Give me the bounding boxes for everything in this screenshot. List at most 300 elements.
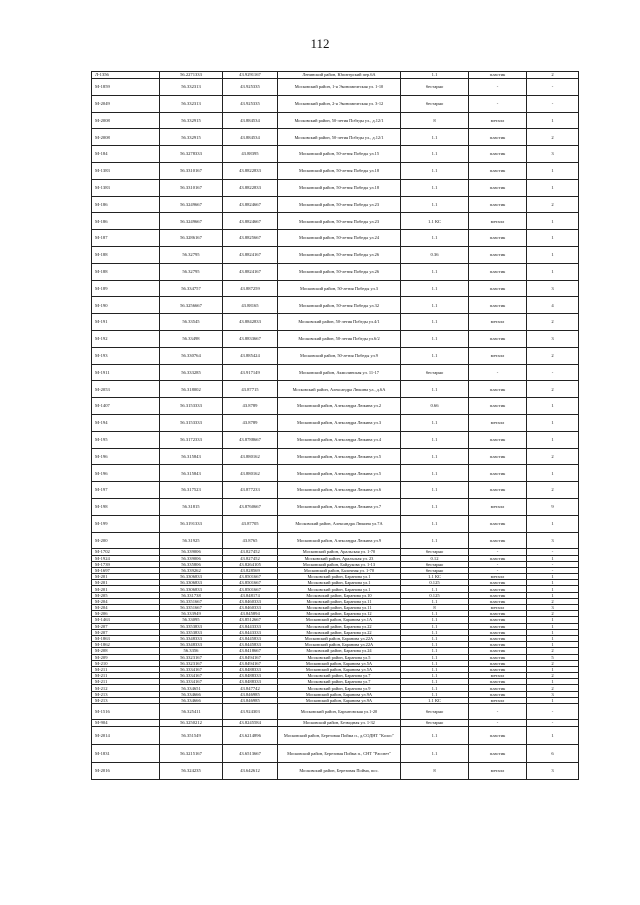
table-row bbox=[92, 297, 579, 314]
cell-count: - bbox=[527, 561, 579, 567]
cell-volume: 1.1 bbox=[401, 623, 469, 629]
cell-longitude: 43.8445833 bbox=[223, 642, 278, 648]
cell-site-id: М-199 bbox=[92, 515, 160, 532]
cell-latitude: 56.334651 bbox=[160, 685, 223, 691]
cell-latitude: 56.324235 bbox=[160, 763, 223, 780]
cell-address: Московский район, 50-летия Победы ул.6/2 bbox=[278, 330, 401, 347]
cell-latitude: 56.315843 bbox=[160, 465, 223, 482]
cell-longitude: 43.8789 bbox=[223, 398, 278, 415]
cell-volume: 1.1 bbox=[401, 280, 469, 297]
cell-material: - bbox=[469, 95, 527, 112]
cell-volume: бестарно bbox=[401, 364, 469, 381]
cell-site-id: М-201 bbox=[92, 586, 160, 592]
cell-address: Московский район, Балочная ул. 1-70 bbox=[278, 567, 401, 573]
cell-site-id: М-190 bbox=[92, 297, 160, 314]
cell-volume: 1.1 bbox=[401, 263, 469, 280]
cell-latitude: 56.334757 bbox=[160, 280, 223, 297]
cell-volume: 1.1 bbox=[401, 629, 469, 635]
cell-address: Московский район, 50-летия Победы ул.24 bbox=[278, 230, 401, 247]
cell-site-id: М-1862 bbox=[92, 642, 160, 648]
cell-volume: 0.66 bbox=[401, 398, 469, 415]
cell-count: 2 bbox=[527, 448, 579, 465]
cell-material: металл bbox=[469, 213, 527, 230]
cell-longitude: 43.8245584 bbox=[223, 720, 278, 727]
cell-address: Московский район, Байдукова ул. 1-13 bbox=[278, 561, 401, 567]
cell-count: 2 bbox=[527, 347, 579, 364]
cell-site-id: М-207 bbox=[92, 623, 160, 629]
cell-longitude: 43.8825667 bbox=[223, 230, 278, 247]
cell-longitude: 43.88165 bbox=[223, 297, 278, 314]
cell-longitude: 43.8822833 bbox=[223, 162, 278, 179]
cell-address: Московский район, Баранова ул.7 bbox=[278, 679, 401, 685]
cell-material: пластик bbox=[469, 146, 527, 163]
cell-material: пластик bbox=[469, 611, 527, 617]
table-row bbox=[92, 263, 579, 280]
cell-volume: 1.1 bbox=[401, 414, 469, 431]
cell-longitude: 43.8443333 bbox=[223, 623, 278, 629]
cell-count: 1 bbox=[527, 679, 579, 685]
cell-longitude: 43.848174 bbox=[223, 592, 278, 598]
cell-count: 1 bbox=[527, 592, 579, 598]
cell-latitude: 56.332313 bbox=[160, 79, 223, 96]
table-row bbox=[92, 720, 579, 727]
cell-count: 1 bbox=[527, 162, 579, 179]
cell-longitude: 43.846985 bbox=[223, 691, 278, 697]
cell-site-id: М-2053 bbox=[92, 381, 160, 398]
cell-material: пластик bbox=[469, 660, 527, 666]
table-row bbox=[92, 179, 579, 196]
table-row bbox=[92, 448, 579, 465]
cell-site-id: М-200 bbox=[92, 532, 160, 549]
cell-count: 1 bbox=[527, 246, 579, 263]
cell-volume: 1.1 bbox=[401, 146, 469, 163]
cell-site-id: М-2014 bbox=[92, 727, 160, 745]
cell-material: пластик bbox=[469, 635, 527, 641]
cell-latitude: 56.333949 bbox=[160, 611, 223, 617]
cell-latitude: 56.3249667 bbox=[160, 196, 223, 213]
cell-latitude: 56.3351667 bbox=[160, 598, 223, 604]
cell-volume: 1.1 bbox=[401, 727, 469, 745]
cell-material: металл bbox=[469, 673, 527, 679]
cell-longitude: 43.8501667 bbox=[223, 574, 278, 580]
cell-material: пластик bbox=[469, 246, 527, 263]
cell-address: Московский район, Березовая Пойма п., д.СОДНТ "Колос" bbox=[278, 727, 401, 745]
table-row bbox=[92, 213, 579, 230]
cell-longitude: 43.87705 bbox=[223, 515, 278, 532]
cell-count: 1 bbox=[527, 727, 579, 745]
cell-address: Московский район, 50-летия Победы ул.32 bbox=[278, 297, 401, 314]
cell-latitude: 56.3153333 bbox=[160, 414, 223, 431]
table-row bbox=[92, 704, 579, 720]
cell-volume: 1.1 bbox=[401, 297, 469, 314]
table-row bbox=[92, 146, 579, 163]
cell-latitude: 56.3334167 bbox=[160, 673, 223, 679]
cell-count: - bbox=[527, 95, 579, 112]
cell-site-id: М-1697 bbox=[92, 567, 160, 573]
cell-longitude: 43.846985 bbox=[223, 697, 278, 703]
cell-material: - bbox=[469, 364, 527, 381]
cell-site-id: М-209 bbox=[92, 654, 160, 660]
cell-count: 3 bbox=[527, 330, 579, 347]
cell-longitude: 43.880162 bbox=[223, 465, 278, 482]
cell-volume: 1.1 КС bbox=[401, 574, 469, 580]
cell-volume: 1.1 bbox=[401, 654, 469, 660]
cell-material: металл bbox=[469, 112, 527, 129]
cell-volume: 1.1 bbox=[401, 448, 469, 465]
table-row bbox=[92, 280, 579, 297]
cell-count: 2 bbox=[527, 660, 579, 666]
cell-site-id: М-191 bbox=[92, 314, 160, 331]
cell-volume: 1.1 bbox=[401, 162, 469, 179]
cell-volume: бестарно bbox=[401, 561, 469, 567]
cell-longitude: 43.8445833 bbox=[223, 635, 278, 641]
cell-volume: 1.1 bbox=[401, 617, 469, 623]
cell-volume: 1.1 bbox=[401, 498, 469, 515]
cell-address: Московский район, Баранова ул.7 bbox=[278, 673, 401, 679]
cell-site-id: М-188 bbox=[92, 246, 160, 263]
cell-longitude: 43.8488333 bbox=[223, 673, 278, 679]
cell-longitude: 43.827452 bbox=[223, 549, 278, 555]
cell-address: Московский район, Березовая Пойма, пос. bbox=[278, 763, 401, 780]
cell-material: пластик bbox=[469, 745, 527, 763]
cell-volume: 1.1 bbox=[401, 381, 469, 398]
cell-count: 1 bbox=[527, 666, 579, 672]
cell-address: Московский район, Александра Люкина ул.5 bbox=[278, 448, 401, 465]
cell-material: пластик bbox=[469, 515, 527, 532]
cell-volume: 8 bbox=[401, 112, 469, 129]
cell-longitude: 43.8443333 bbox=[223, 629, 278, 635]
cell-address: Московский район, Баранова ул.9 bbox=[278, 685, 401, 691]
table-row bbox=[92, 763, 579, 780]
cell-volume: 1.1 bbox=[401, 611, 469, 617]
cell-volume: 1.1 bbox=[401, 431, 469, 448]
cell-volume: 1.1 КС bbox=[401, 697, 469, 703]
cell-latitude: 56.3353833 bbox=[160, 629, 223, 635]
cell-longitude: 43.8822833 bbox=[223, 179, 278, 196]
cell-address: Московский район, Баранова ул.22А bbox=[278, 642, 401, 648]
cell-site-id: М-208 bbox=[92, 648, 160, 654]
cell-site-id: М-211 bbox=[92, 666, 160, 672]
cell-volume: бестарно bbox=[401, 95, 469, 112]
cell-site-id: Л-1356 bbox=[92, 72, 160, 79]
cell-address: Московский район, Александра Люкина ул.4 bbox=[278, 431, 401, 448]
cell-volume: 0.125 bbox=[401, 592, 469, 598]
cell-volume: 1.1 bbox=[401, 691, 469, 697]
cell-count: 1 bbox=[527, 414, 579, 431]
cell-material: пластик bbox=[469, 330, 527, 347]
cell-site-id: М-194 bbox=[92, 414, 160, 431]
cell-site-id: М-204 bbox=[92, 605, 160, 611]
cell-volume: 1.1 КС bbox=[401, 213, 469, 230]
cell-site-id: М-186 bbox=[92, 196, 160, 213]
cell-material: металл bbox=[469, 414, 527, 431]
cell-count: 1 bbox=[527, 213, 579, 230]
cell-material: пластик bbox=[469, 431, 527, 448]
cell-count: 3 bbox=[527, 763, 579, 780]
cell-address: Московский район, Александра Люкина ул., д.6А bbox=[278, 381, 401, 398]
cell-address: Ленинский район, Юпитерский пер.6А bbox=[278, 72, 401, 79]
cell-volume: 1.1 bbox=[401, 465, 469, 482]
cell-count: 1 bbox=[527, 629, 579, 635]
cell-longitude: 43.8788667 bbox=[223, 431, 278, 448]
cell-count: - bbox=[527, 364, 579, 381]
cell-site-id: М-212 bbox=[92, 685, 160, 691]
cell-site-id: М-1463 bbox=[92, 617, 160, 623]
cell-address: Московский район, Александра Люкина ул.5 bbox=[278, 465, 401, 482]
cell-volume: 1.1 bbox=[401, 635, 469, 641]
table-row bbox=[92, 129, 579, 146]
cell-count: 2 bbox=[527, 673, 579, 679]
cell-site-id: М-1383 bbox=[92, 162, 160, 179]
table-row bbox=[92, 532, 579, 549]
cell-latitude: 56.3306833 bbox=[160, 574, 223, 580]
cell-address: Московский район, Баранова ул.5А bbox=[278, 666, 401, 672]
cell-latitude: 56.3348333 bbox=[160, 642, 223, 648]
cell-longitude: 43.8501667 bbox=[223, 586, 278, 592]
cell-count: - bbox=[527, 704, 579, 720]
cell-site-id: М-213 bbox=[92, 691, 160, 697]
cell-volume: 1.1 bbox=[401, 673, 469, 679]
cell-latitude: 56.2271333 bbox=[160, 72, 223, 79]
cell-material: пластик bbox=[469, 129, 527, 146]
cell-volume: 8 bbox=[401, 605, 469, 611]
cell-latitude: 56.31815 bbox=[160, 498, 223, 515]
cell-count: - bbox=[527, 567, 579, 573]
cell-address: Московский район, Акмолинская ул. 11-17 bbox=[278, 364, 401, 381]
cell-longitude: 43.9291167 bbox=[223, 72, 278, 79]
cell-material: пластик bbox=[469, 592, 527, 598]
cell-address: Московский район, 50-летия Победы ул.18 bbox=[278, 179, 401, 196]
cell-volume: бестарно bbox=[401, 704, 469, 720]
cell-material: пластик bbox=[469, 648, 527, 654]
cell-longitude: 43.8824667 bbox=[223, 213, 278, 230]
cell-longitude: 43.8488333 bbox=[223, 679, 278, 685]
cell-site-id: М-1702 bbox=[92, 549, 160, 555]
cell-address: Московский район, Баранова ул.1 bbox=[278, 586, 401, 592]
cell-site-id: М-206 bbox=[92, 611, 160, 617]
cell-site-id: М-1831 bbox=[92, 745, 160, 763]
cell-count: 2 bbox=[527, 72, 579, 79]
cell-address: Московский район, 50-летия Победы ул.26 bbox=[278, 263, 401, 280]
table-row bbox=[92, 727, 579, 745]
cell-site-id: М-211 bbox=[92, 679, 160, 685]
cell-volume: бестарно bbox=[401, 720, 469, 727]
cell-count: 1 bbox=[527, 586, 579, 592]
cell-material: - bbox=[469, 561, 527, 567]
cell-latitude: 56.318002 bbox=[160, 381, 223, 398]
cell-address: Московский район, Александра Люкина ул.3 bbox=[278, 414, 401, 431]
cell-site-id: М-196 bbox=[92, 448, 160, 465]
cell-material: пластик bbox=[469, 679, 527, 685]
cell-material: пластик bbox=[469, 598, 527, 604]
cell-address: Московский район, 50-летия Победы ул.9 bbox=[278, 347, 401, 364]
table-row bbox=[92, 95, 579, 112]
cell-count: 2 bbox=[527, 314, 579, 331]
cell-longitude: 43.8460333 bbox=[223, 598, 278, 604]
table-row bbox=[92, 381, 579, 398]
cell-volume: 1.1 bbox=[401, 679, 469, 685]
cell-site-id: М-1924 bbox=[92, 555, 160, 561]
cell-latitude: 56.332915 bbox=[160, 112, 223, 129]
table-row bbox=[92, 79, 579, 96]
cell-material: пластик bbox=[469, 448, 527, 465]
cell-count: - bbox=[527, 549, 579, 555]
cell-longitude: 43.8494167 bbox=[223, 660, 278, 666]
table-row bbox=[92, 246, 579, 263]
cell-site-id: М-205 bbox=[92, 592, 160, 598]
cell-count: 2 bbox=[527, 381, 579, 398]
cell-address: Московский район, Баранова ул.11 bbox=[278, 605, 401, 611]
cell-latitude: 56.351549 bbox=[160, 727, 223, 745]
cell-longitude: 43.8494167 bbox=[223, 654, 278, 660]
cell-latitude: 56.339006 bbox=[160, 555, 223, 561]
cell-volume: 0.12 bbox=[401, 555, 469, 561]
cell-site-id: М-1863 bbox=[92, 635, 160, 641]
cell-longitude: 43.828569 bbox=[223, 567, 278, 573]
cell-volume: 1.1 bbox=[401, 330, 469, 347]
cell-longitude: 43.885424 bbox=[223, 347, 278, 364]
cell-latitude: 56.3353833 bbox=[160, 623, 223, 629]
cell-latitude: 56.333285 bbox=[160, 364, 223, 381]
cell-longitude: 43.827452 bbox=[223, 555, 278, 561]
cell-volume: 1.1 bbox=[401, 179, 469, 196]
cell-site-id: М-1739 bbox=[92, 561, 160, 567]
cell-volume: 1.1 bbox=[401, 129, 469, 146]
cell-latitude: 56.3250212 bbox=[160, 720, 223, 727]
cell-longitude: 43.8789 bbox=[223, 414, 278, 431]
cell-address: Московский район, Баранова ул.22 bbox=[278, 623, 401, 629]
cell-address: Московский район, Аральская ул. 1-70 bbox=[278, 549, 401, 555]
cell-material: - bbox=[469, 704, 527, 720]
cell-longitude: 43.925335 bbox=[223, 95, 278, 112]
cell-latitude: 56.3286167 bbox=[160, 230, 223, 247]
cell-latitude: 56.3278333 bbox=[160, 146, 223, 163]
cell-material: - bbox=[469, 549, 527, 555]
cell-material: пластик bbox=[469, 532, 527, 549]
cell-material: пластик bbox=[469, 72, 527, 79]
cell-count: 1 bbox=[527, 580, 579, 586]
cell-latitude: 56.3306833 bbox=[160, 586, 223, 592]
cell-site-id: М-2008 bbox=[92, 129, 160, 146]
cell-latitude: 56.31925 bbox=[160, 532, 223, 549]
cell-material: металл bbox=[469, 574, 527, 580]
cell-site-id: М-201 bbox=[92, 574, 160, 580]
cell-count: 1 bbox=[527, 230, 579, 247]
cell-volume: 1.1 bbox=[401, 666, 469, 672]
cell-address: Московский район, Аральская ул. 23 bbox=[278, 555, 401, 561]
cell-longitude: 43.884534 bbox=[223, 129, 278, 146]
table-row bbox=[92, 162, 579, 179]
cell-count: 3 bbox=[527, 605, 579, 611]
cell-volume: бестарно bbox=[401, 79, 469, 96]
cell-address: Московский район, Александра Люкина ул.9 bbox=[278, 532, 401, 549]
cell-address: Московский район, Баранова ул.5 bbox=[278, 654, 401, 660]
cell-site-id: М-184 bbox=[92, 146, 160, 163]
cell-count: 1 bbox=[527, 635, 579, 641]
cell-address: Московский район, Александра Люкина ул.7 bbox=[278, 498, 401, 515]
cell-latitude: 56.3334167 bbox=[160, 679, 223, 685]
cell-longitude: 43.8264105 bbox=[223, 561, 278, 567]
cell-longitude: 43.8824667 bbox=[223, 196, 278, 213]
cell-volume: 1.1 bbox=[401, 482, 469, 499]
cell-material: металл bbox=[469, 314, 527, 331]
cell-latitude: 56.3172333 bbox=[160, 431, 223, 448]
cell-address: Московский район, Березовая Пойма п., СНТ "Рассвет" bbox=[278, 745, 401, 763]
cell-latitude: 56.315843 bbox=[160, 448, 223, 465]
cell-site-id: М-904 bbox=[92, 720, 160, 727]
cell-volume: 1.1 bbox=[401, 598, 469, 604]
cell-latitude: 56.3215167 bbox=[160, 745, 223, 763]
cell-latitude: 56.33498 bbox=[160, 330, 223, 347]
cell-count: 3 bbox=[527, 532, 579, 549]
cell-site-id: М-1859 bbox=[92, 79, 160, 96]
cell-longitude: 43.8760667 bbox=[223, 498, 278, 515]
cell-latitude: 56.3356 bbox=[160, 648, 223, 654]
table-row bbox=[92, 364, 579, 381]
cell-material: пластик bbox=[469, 230, 527, 247]
cell-count: 1 bbox=[527, 623, 579, 629]
cell-longitude: 43.8842833 bbox=[223, 314, 278, 331]
cell-address: Московский район, 50-летия Победы ул.26 bbox=[278, 246, 401, 263]
cell-material: пластик bbox=[469, 465, 527, 482]
cell-site-id: М-187 bbox=[92, 230, 160, 247]
cell-longitude: 43.8418667 bbox=[223, 648, 278, 654]
cell-site-id: М-2008 bbox=[92, 112, 160, 129]
cell-material: пластик bbox=[469, 297, 527, 314]
cell-count: 2 bbox=[527, 129, 579, 146]
cell-longitude: 43.845894 bbox=[223, 611, 278, 617]
cell-address: Московский район, Баранова ул.1 bbox=[278, 580, 401, 586]
cell-latitude: 56.32795 bbox=[160, 246, 223, 263]
cell-address: Московский район, Баранова ул.12 bbox=[278, 611, 401, 617]
cell-latitude: 56.334666 bbox=[160, 691, 223, 697]
cell-longitude: 43.877233 bbox=[223, 482, 278, 499]
cell-count: 2 bbox=[527, 482, 579, 499]
cell-site-id: М-213 bbox=[92, 697, 160, 703]
cell-site-id: М-195 bbox=[92, 431, 160, 448]
cell-site-id: М-211 bbox=[92, 673, 160, 679]
cell-count: 1 bbox=[527, 642, 579, 648]
cell-material: пластик bbox=[469, 727, 527, 745]
cell-address: Московский район, Баранова ул.22А bbox=[278, 635, 401, 641]
cell-count: 1 bbox=[527, 697, 579, 703]
cell-material: пластик bbox=[469, 629, 527, 635]
cell-longitude: 43.8824167 bbox=[223, 246, 278, 263]
cell-site-id: М-188 bbox=[92, 263, 160, 280]
cell-site-id: М-210 bbox=[92, 660, 160, 666]
cell-volume: бестарно bbox=[401, 567, 469, 573]
cell-longitude: 43.8765 bbox=[223, 532, 278, 549]
cell-longitude: 43.8833667 bbox=[223, 330, 278, 347]
cell-site-id: М-204 bbox=[92, 598, 160, 604]
table-row bbox=[92, 465, 579, 482]
cell-material: металл bbox=[469, 697, 527, 703]
cell-latitude: 56.3153333 bbox=[160, 398, 223, 415]
cell-address: Московский район, Александра Люкина ул.2 bbox=[278, 398, 401, 415]
cell-latitude: 56.3334167 bbox=[160, 666, 223, 672]
table-row bbox=[92, 482, 579, 499]
cell-longitude: 43.8512667 bbox=[223, 617, 278, 623]
cell-volume: 1.1 bbox=[401, 660, 469, 666]
table-row bbox=[92, 347, 579, 364]
cell-latitude: 56.3323167 bbox=[160, 654, 223, 660]
cell-volume: 1.1 bbox=[401, 642, 469, 648]
cell-longitude: 43.8501667 bbox=[223, 580, 278, 586]
cell-count: - bbox=[527, 79, 579, 96]
cell-volume: бестарно bbox=[401, 549, 469, 555]
cell-site-id: М-2049 bbox=[92, 95, 160, 112]
table-row bbox=[92, 330, 579, 347]
